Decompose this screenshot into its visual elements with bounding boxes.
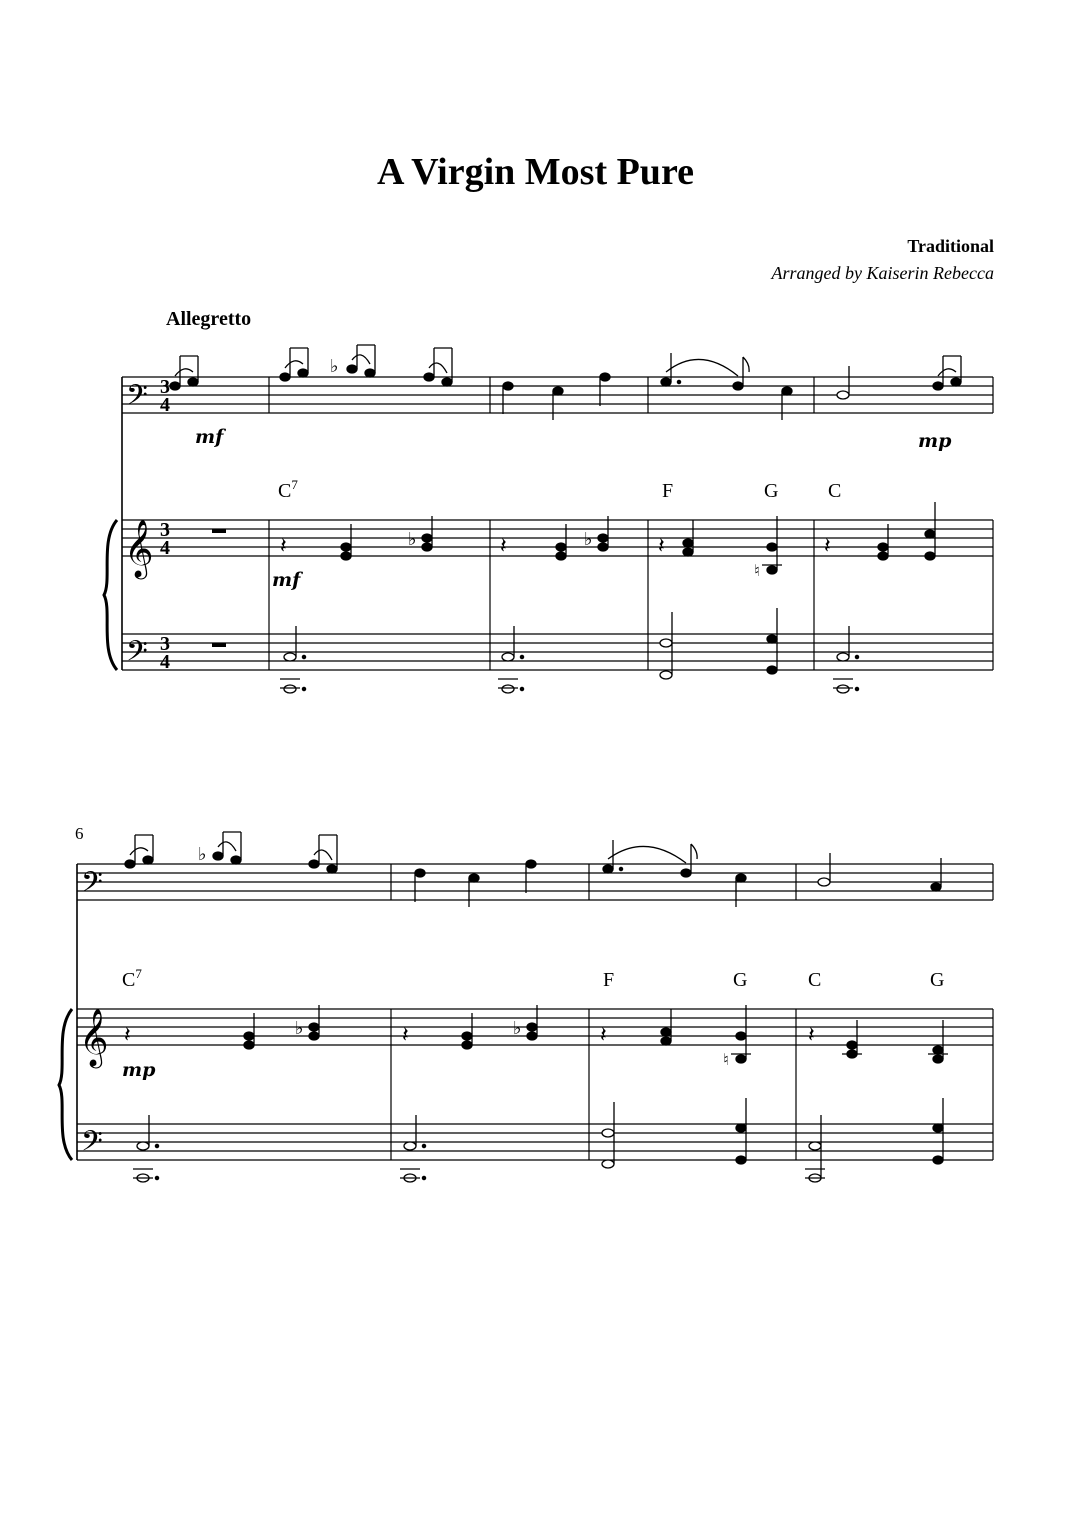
tempo-marking: Allegretto [166, 308, 252, 330]
system-2 [59, 864, 993, 1160]
svg-text:𝄽: 𝄽 [824, 534, 831, 559]
svg-text:𝄽: 𝄽 [658, 534, 665, 559]
svg-text:𝄽: 𝄽 [402, 1023, 409, 1048]
svg-text:𝄽: 𝄽 [500, 534, 507, 559]
piano-brace-1 [104, 520, 117, 670]
time-sig-bottom: 4 [160, 537, 170, 559]
bass-clef-icon: 𝄢 [81, 1125, 103, 1165]
svg-text:♭: ♭ [513, 1018, 522, 1039]
piano-treble-notes-2 [124, 1005, 948, 1069]
piano-bass-staff-1 [122, 634, 993, 670]
chord-symbol: C [828, 480, 842, 502]
piano-bass-staff-2 [77, 1124, 993, 1160]
measure-number: 6 [75, 824, 84, 843]
system-1 [104, 377, 993, 670]
dynamic-marking: mp [918, 430, 952, 452]
svg-text:♭: ♭ [408, 529, 417, 550]
dynamic-marking: mf [272, 569, 301, 591]
chord-symbol: G [930, 969, 945, 991]
chord-symbol: $C^7$ [122, 966, 142, 991]
whole-rest [212, 529, 226, 533]
piano-treble-notes-1 [212, 502, 935, 580]
chord-symbol: C [808, 969, 822, 991]
piano-bass-notes-2 [133, 1098, 943, 1182]
arranger: Arranged by Kaiserin Rebecca [771, 263, 994, 283]
dynamic-marking: mf [195, 426, 224, 448]
piano-brace-2 [59, 1009, 72, 1160]
svg-text:♭: ♭ [330, 356, 339, 377]
svg-text:♮: ♮ [723, 1050, 729, 1069]
bass-clef-icon: 𝄢 [81, 866, 103, 906]
svg-text:♭: ♭ [198, 844, 207, 865]
treble-clef-icon: 𝄞 [79, 1008, 109, 1066]
svg-text:♭: ♭ [584, 529, 593, 550]
cello-staff-2 [77, 864, 993, 900]
svg-text:𝄽: 𝄽 [124, 1023, 131, 1048]
time-sig-top: 3 [160, 376, 170, 398]
composer: Traditional [907, 236, 994, 256]
time-sig-bottom: 4 [160, 394, 170, 416]
cello-notes-2 [125, 832, 941, 907]
piano-bass-notes-1 [212, 608, 859, 693]
dynamic-marking: mp [122, 1059, 156, 1081]
cello-notes-1 [170, 345, 961, 420]
chord-symbol: F [603, 969, 615, 991]
svg-text:♮: ♮ [754, 561, 760, 580]
chord-symbol: G [733, 969, 748, 991]
chord-symbol: G [764, 480, 779, 502]
time-sig-top: 3 [160, 519, 170, 541]
svg-text:𝄽: 𝄽 [280, 534, 287, 559]
bass-clef-icon: 𝄢 [126, 379, 148, 419]
treble-clef-icon: 𝄞 [124, 519, 154, 577]
bass-clef-icon: 𝄢 [126, 635, 148, 675]
svg-text:♭: ♭ [295, 1018, 304, 1039]
song-title: A Virgin Most Pure [376, 151, 694, 193]
time-sig-bottom: 4 [160, 651, 170, 673]
whole-rest [212, 643, 226, 647]
time-sig-top: 3 [160, 633, 170, 655]
svg-text:𝄽: 𝄽 [808, 1023, 815, 1048]
chord-symbol: F [662, 480, 674, 502]
chord-symbol: $C^7$ [278, 477, 298, 502]
svg-text:𝄽: 𝄽 [600, 1023, 607, 1048]
